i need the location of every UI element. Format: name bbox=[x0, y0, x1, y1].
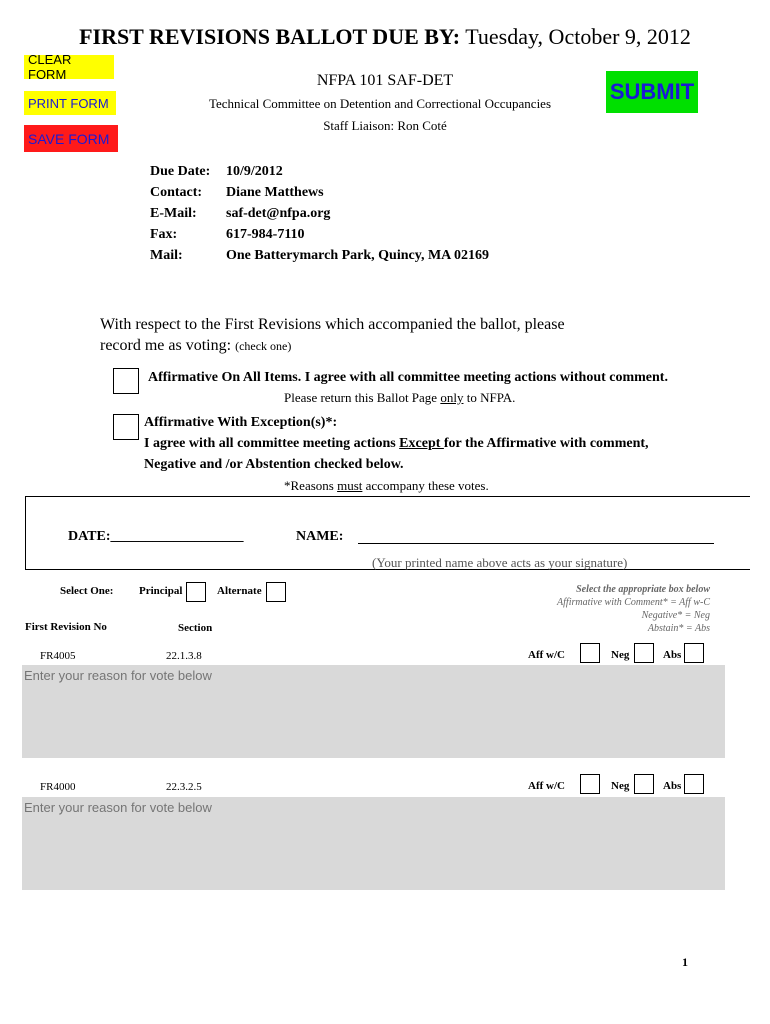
info-label: Contact: bbox=[150, 185, 203, 200]
committee-name: Technical Committee on Detention and Correctional Occupancies bbox=[208, 96, 552, 111]
abs-label: Abs bbox=[663, 649, 682, 661]
instructions-line-2 bbox=[100, 335, 565, 357]
info-label: Due Date: bbox=[150, 164, 211, 179]
alternate-checkbox[interactable] bbox=[266, 582, 286, 602]
instructions-text: record me as voting: bbox=[100, 337, 236, 354]
affirmative-exceptions-line-2 bbox=[144, 436, 649, 452]
affirmative-exceptions-checkbox[interactable] bbox=[113, 414, 139, 440]
affirmative-all-checkbox[interactable] bbox=[113, 368, 139, 394]
affirmative-all-label: Affirmative On All Items. I agree with all committee meeting actions without comment. bbox=[148, 370, 668, 385]
ballot-title bbox=[0, 24, 770, 50]
note-underlined: only bbox=[440, 390, 464, 405]
legend-aff: Affirmative with Comment* = Aff w-C bbox=[557, 597, 710, 608]
page-number: 1 bbox=[682, 955, 688, 969]
revision-section: 22.3.2.5 bbox=[166, 781, 202, 793]
instructions-line-1: With respect to the First Revisions which accompanied the ballot, please bbox=[100, 316, 565, 333]
info-label: E-Mail: bbox=[150, 206, 197, 221]
legend-abs: Abstain* = Abs bbox=[647, 623, 710, 634]
exceptions-text: for the Affirmative with comment, bbox=[443, 436, 649, 451]
affirmative-all-note bbox=[284, 390, 515, 406]
info-value: saf-det@nfpa.org bbox=[226, 206, 331, 221]
abs-checkbox[interactable] bbox=[684, 643, 704, 663]
info-row-fax bbox=[150, 224, 489, 245]
revision-number: FR4005 bbox=[40, 650, 76, 662]
neg-label: Neg bbox=[611, 780, 630, 792]
vote-legend bbox=[557, 583, 710, 635]
note-text: Please return this Ballot Page bbox=[284, 390, 441, 405]
principal-checkbox[interactable] bbox=[186, 582, 206, 602]
section-column-header: Section bbox=[178, 622, 213, 634]
revision-number: FR4000 bbox=[40, 781, 76, 793]
print-form-button[interactable]: PRINT FORM bbox=[24, 91, 116, 115]
first-revision-column-header: First Revision No bbox=[25, 621, 107, 633]
exceptions-underlined: Except bbox=[399, 436, 444, 451]
name-field-label: NAME: bbox=[296, 529, 344, 544]
legend-neg: Negative* = Neg bbox=[641, 610, 710, 621]
reasons-required-note bbox=[284, 478, 489, 494]
info-value: One Batterymarch Park, Quincy, MA 02169 bbox=[226, 248, 489, 263]
check-one-note: (check one) bbox=[235, 339, 292, 353]
neg-checkbox[interactable] bbox=[634, 643, 654, 663]
aff-wc-label: Aff w/C bbox=[528, 649, 565, 661]
legend-title: Select the appropriate box below bbox=[576, 584, 710, 595]
voting-instructions bbox=[100, 314, 565, 357]
note-underlined: must bbox=[337, 478, 363, 493]
clear-form-button[interactable]: CLEAR FORM bbox=[24, 55, 114, 79]
neg-checkbox[interactable] bbox=[634, 774, 654, 794]
date-field-label[interactable]: DATE:___________________ bbox=[68, 529, 244, 544]
info-row-email bbox=[150, 203, 489, 224]
affirmative-exceptions-line-3: Negative and /or Abstention checked below. bbox=[144, 457, 404, 472]
info-row-contact bbox=[150, 182, 489, 203]
abs-checkbox[interactable] bbox=[684, 774, 704, 794]
contact-info bbox=[150, 161, 489, 266]
info-value: 10/9/2012 bbox=[226, 164, 283, 179]
submit-button[interactable]: SUBMIT bbox=[606, 71, 698, 113]
vote-reason-textarea[interactable] bbox=[22, 665, 725, 758]
info-label: Fax: bbox=[150, 227, 178, 242]
revision-section: 22.1.3.8 bbox=[166, 650, 202, 662]
aff-wc-label: Aff w/C bbox=[528, 780, 565, 792]
info-value: 617-984-7110 bbox=[226, 227, 305, 242]
committee-code: NFPA 101 SAF-DET bbox=[316, 72, 454, 89]
ballot-title-bold: FIRST REVISIONS BALLOT DUE BY: bbox=[79, 24, 461, 49]
note-text: *Reasons bbox=[284, 478, 338, 493]
abs-label: Abs bbox=[663, 780, 682, 792]
aff-wc-checkbox[interactable] bbox=[580, 774, 600, 794]
select-one-label: Select One: bbox=[60, 585, 114, 597]
neg-label: Neg bbox=[611, 649, 630, 661]
note-text: accompany these votes. bbox=[362, 478, 489, 493]
name-input-line[interactable] bbox=[358, 542, 714, 544]
principal-label: Principal bbox=[139, 585, 183, 597]
info-value: Diane Matthews bbox=[226, 185, 324, 200]
info-label: Mail: bbox=[150, 248, 183, 263]
signature-note: (Your printed name above acts as your signature) bbox=[372, 555, 628, 570]
info-row-mail bbox=[150, 245, 489, 266]
note-text: to NFPA. bbox=[463, 390, 516, 405]
aff-wc-checkbox[interactable] bbox=[580, 643, 600, 663]
ballot-due-date: Tuesday, October 9, 2012 bbox=[465, 24, 691, 49]
alternate-label: Alternate bbox=[217, 585, 262, 597]
save-form-button[interactable]: SAVE FORM bbox=[24, 125, 118, 152]
staff-liaison: Staff Liaison: Ron Coté bbox=[323, 118, 447, 133]
exceptions-text: I agree with all committee meeting actions bbox=[144, 436, 400, 451]
affirmative-exceptions-label: Affirmative With Exception(s)*: bbox=[144, 415, 338, 430]
vote-reason-textarea[interactable] bbox=[22, 797, 725, 890]
info-row-due-date bbox=[150, 161, 489, 182]
